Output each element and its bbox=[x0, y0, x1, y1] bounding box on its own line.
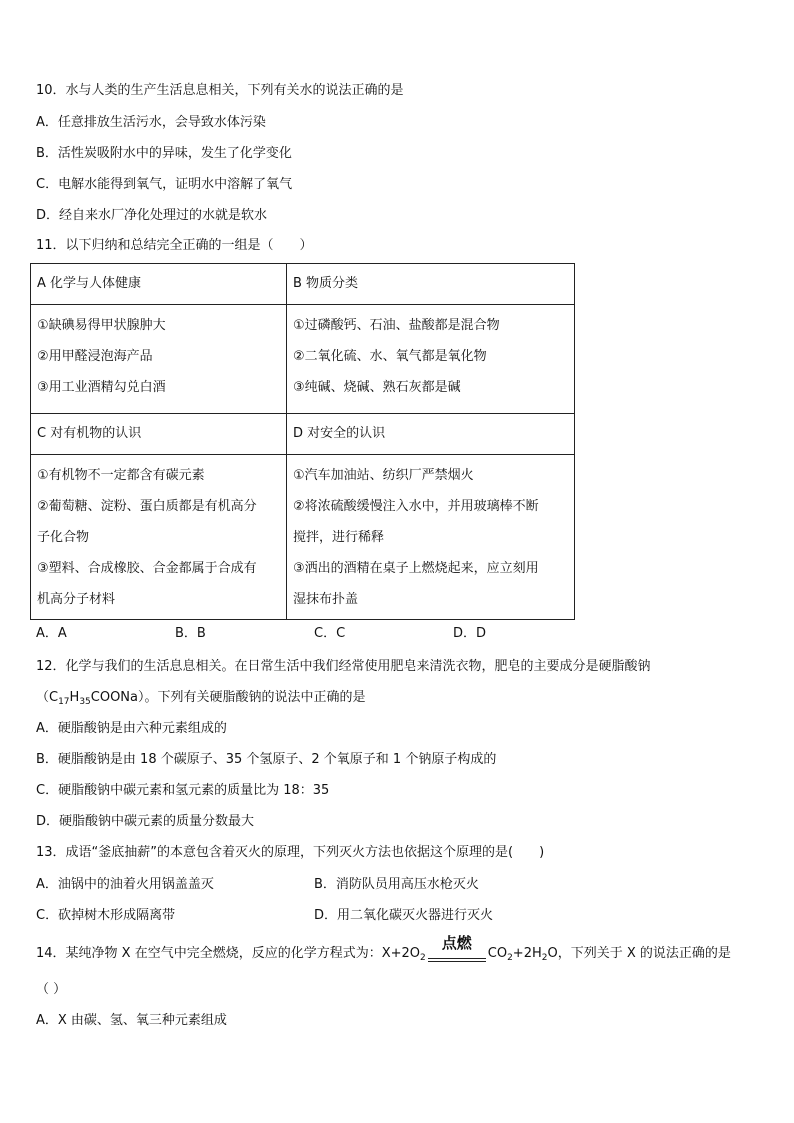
q12-stem-formula-line bbox=[36, 688, 366, 712]
table-c-line-2: ②葡萄糖、淀粉、蛋白质都是有机高分 bbox=[37, 499, 257, 514]
table-cell-b-items bbox=[287, 305, 575, 414]
table-c-line-5: 机高分子材料 bbox=[37, 592, 116, 607]
q14-co2: CO bbox=[487, 946, 508, 961]
q12-formula-sub-35: 35 bbox=[79, 697, 91, 707]
table-c-line-3: 子化合物 bbox=[37, 530, 90, 545]
table-cell-c-heading: C 对有机物的认识 bbox=[31, 414, 287, 455]
q10-option-a: A．任意排放生活污水，会导致水体污染 bbox=[36, 115, 266, 130]
q12-formula-h: H bbox=[69, 690, 80, 705]
q14-o2-sub: 2 bbox=[420, 953, 426, 963]
reaction-condition: 点燃 bbox=[441, 934, 472, 952]
q12-formula-sub-17: 17 bbox=[58, 697, 70, 707]
table-cell-d-items bbox=[287, 455, 575, 620]
table-d-line-4: ③洒出的酒精在桌子上燃烧起来，应立刻用 bbox=[293, 561, 539, 576]
table-cell-a-heading: A 化学与人体健康 bbox=[31, 264, 287, 305]
table-b-item-3: ③纯碱、烧碱、熟石灰都是碱 bbox=[293, 380, 461, 395]
q12-option-b: B．硬脂酸钠是由 18 个碳原子、35 个氢原子、2 个氧原子和 1 个钠原子构成的 bbox=[36, 752, 497, 767]
table-a-item-1: ①缺碘易得甲状腺肿大 bbox=[37, 318, 166, 333]
table-cell-d-heading: D 对安全的认识 bbox=[287, 414, 575, 455]
q14-h2o-sub: 2 bbox=[541, 953, 548, 963]
q13-option-d: D．用二氧化碳灭火器进行灭火 bbox=[314, 908, 494, 923]
q11-stem: 11．以下归纳和总结完全正确的一组是（ ） bbox=[36, 238, 313, 253]
q14-stem-pre: 14．某纯净物 X 在空气中完全燃烧，反应的化学方程式为：X+2O bbox=[36, 946, 421, 961]
q10-stem: 10．水与人类的生产生活息息相关，下列有关水的说法正确的是 bbox=[36, 83, 404, 98]
reaction-arrow bbox=[426, 934, 488, 968]
q10-option-d: D．经自来水厂净化处理过的水就是软水 bbox=[36, 208, 268, 223]
q13-option-b: B．消防队员用高压水枪灭火 bbox=[314, 877, 479, 892]
table-b-item-2: ②二氧化硫、水、氧气都是氧化物 bbox=[293, 349, 487, 364]
q14-paren: （ ） bbox=[36, 982, 67, 997]
table-d-line-5: 湿抹布扑盖 bbox=[293, 592, 359, 607]
q11-option-c: C．C bbox=[314, 626, 346, 641]
table-c-line-4: ③塑料、合成橡胶、合金都属于合成有 bbox=[37, 561, 257, 576]
q13-option-a: A．油锅中的油着火用锅盖盖灭 bbox=[36, 877, 214, 892]
q11-option-d: D．D bbox=[453, 626, 487, 641]
q11-summary-table bbox=[30, 263, 575, 620]
table-cell-c-items bbox=[31, 455, 287, 620]
q14-stem bbox=[36, 934, 731, 968]
q11-option-b: B．B bbox=[175, 626, 206, 641]
q11-option-a: A．A bbox=[36, 626, 67, 641]
table-d-line-2: ②将浓硫酸缓慢注入水中，并用玻璃棒不断 bbox=[293, 499, 539, 514]
q12-option-d: D．硬脂酸钠中碳元素的质量分数最大 bbox=[36, 814, 255, 829]
equals-bar bbox=[428, 958, 486, 962]
q12-option-a: A．硬脂酸钠是由六种元素组成的 bbox=[36, 721, 227, 736]
q14-co2-sub: 2 bbox=[507, 953, 513, 963]
table-cell-b-heading: B 物质分类 bbox=[287, 264, 575, 305]
q13-option-c: C．砍掉树木形成隔离带 bbox=[36, 908, 176, 923]
table-b-item-1: ①过磷酸钙、石油、盐酸都是混合物 bbox=[293, 318, 500, 333]
table-c-line-1: ①有机物不一定都含有碳元素 bbox=[37, 468, 205, 483]
q14-h2o-pre: +2H bbox=[512, 946, 542, 961]
q12-stem: 12．化学与我们的生活息息相关。在日常生活中我们经常使用肥皂来清洗衣物，肥皂的主要成分是硬脂酸钠 bbox=[36, 659, 651, 674]
q10-option-b: B．活性炭吸附水中的异味，发生了化学变化 bbox=[36, 146, 292, 161]
table-a-item-2: ②用甲醛浸泡海产品 bbox=[37, 349, 153, 364]
table-a-item-3: ③用工业酒精勾兑白酒 bbox=[37, 380, 166, 395]
q12-option-c: C．硬脂酸钠中碳元素和氢元素的质量比为 18：35 bbox=[36, 783, 330, 798]
table-d-line-3: 搅拌，进行稀释 bbox=[293, 530, 385, 545]
q13-stem: 13．成语“釜底抽薪”的本意包含着灭火的原理，下列灭火方法也依据这个原理的是( ) bbox=[36, 845, 545, 860]
q14-stem-post: O，下列关于 X 的说法正确的是 bbox=[547, 946, 731, 961]
table-d-line-1: ①汽车加油站、纺织厂严禁烟火 bbox=[293, 468, 474, 483]
q10-option-c: C．电解水能得到氧气，证明水中溶解了氧气 bbox=[36, 177, 293, 192]
q12-formula-open: （C bbox=[36, 690, 59, 705]
table-cell-a-items bbox=[31, 305, 287, 414]
q14-option-a: A．X 由碳、氢、氧三种元素组成 bbox=[36, 1013, 227, 1028]
q12-formula-rest: COONa）。下列有关硬脂酸钠的说法中正确的是 bbox=[90, 690, 366, 705]
